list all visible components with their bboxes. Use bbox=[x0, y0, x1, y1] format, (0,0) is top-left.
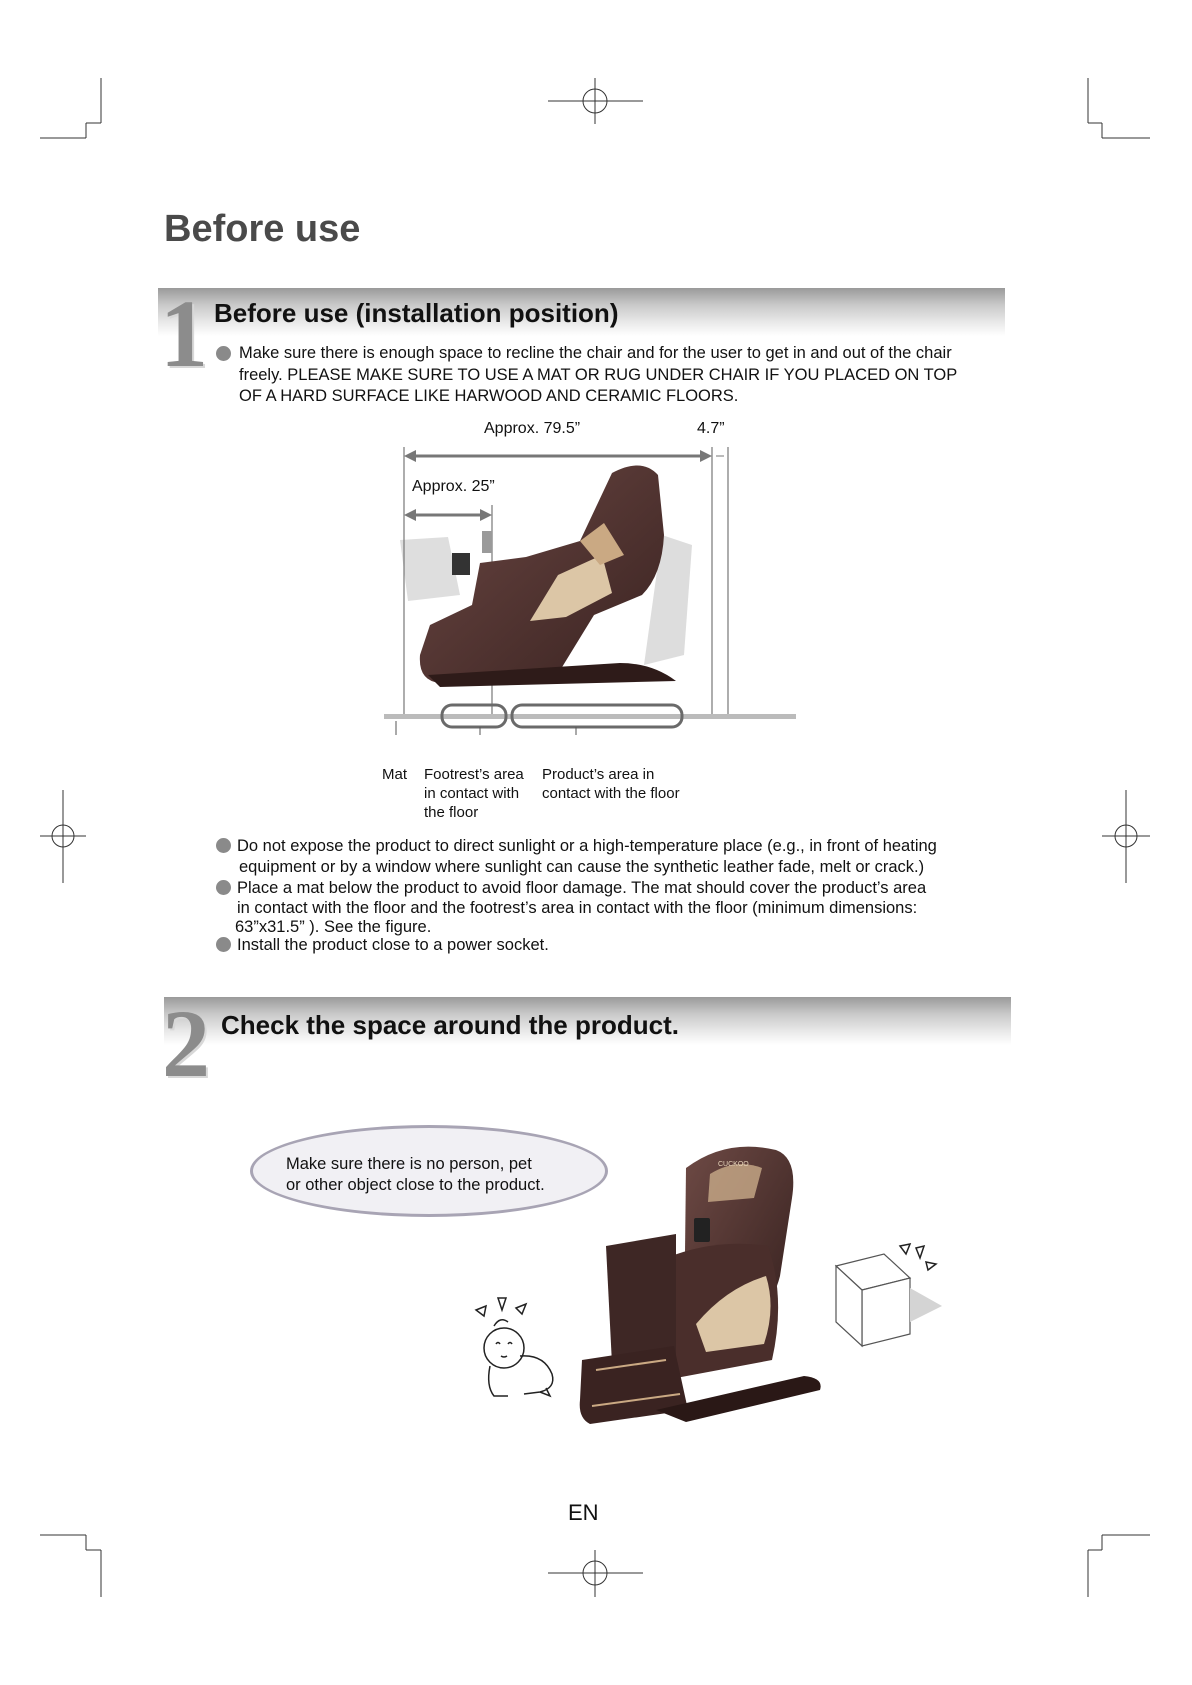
page-title: Before use bbox=[164, 208, 361, 250]
product-area-label-2: contact with the floor bbox=[542, 785, 680, 802]
bullet-sunlight-line-2: equipment or by a window where sunlight can cause the synthetic leather fade, melt or crack.) bbox=[239, 858, 925, 876]
intro-line-1: Make sure there is enough space to recline the chair and for the user to get in and out of the chair bbox=[239, 344, 952, 362]
intro-line-3: OF A HARD SURFACE LIKE HARWOOD AND CERAMIC FLOORS. bbox=[239, 387, 739, 405]
callout-line-1: Make sure there is no person, pet bbox=[286, 1155, 532, 1173]
section-2-number: 2 bbox=[162, 990, 210, 1097]
bullet-mat-line-2: in contact with the floor and the footrest’s area in contact with the floor (minimum dimensions: bbox=[237, 899, 918, 917]
bullet-icon bbox=[216, 880, 231, 895]
section-2-title: Check the space around the product. bbox=[221, 1010, 679, 1040]
bullet-icon bbox=[216, 838, 231, 853]
bullet-sunlight-line-1: Do not expose the product to direct sunlight or a high-temperature place (e.g., in front of heating bbox=[237, 837, 937, 855]
footrest-area-label-1: Footrest’s area bbox=[424, 766, 524, 783]
baby-illustration bbox=[474, 1296, 564, 1408]
bullet-mat-line-1: Place a mat below the product to avoid floor damage. The mat should cover the product’s area bbox=[237, 879, 927, 897]
bullet-mat-line-3: 63”x31.5” ). See the figure. bbox=[235, 918, 432, 936]
bullet-power-socket: Install the product close to a power socket. bbox=[237, 936, 549, 954]
box-obstacle bbox=[836, 1254, 910, 1346]
footrest-area-label-2: in contact with bbox=[424, 785, 520, 802]
bullet-icon bbox=[216, 937, 231, 952]
chair-logo-text: CUCKOO bbox=[718, 1161, 749, 1168]
callout-line-2: or other object close to the product. bbox=[286, 1176, 545, 1194]
clearance-dimension-label: 4.7” bbox=[697, 420, 725, 437]
mat-label: Mat bbox=[382, 766, 408, 783]
page-language-label: EN bbox=[568, 1500, 599, 1525]
overall-dimension-label: Approx. 79.5” bbox=[484, 420, 581, 437]
massage-chair-illustration bbox=[576, 1138, 946, 1428]
section-1-number: 1 bbox=[160, 280, 208, 387]
product-area-label-1: Product’s area in bbox=[542, 766, 655, 783]
footrest-dimension-label: Approx. 25” bbox=[412, 478, 495, 495]
section-1-title: Before use (installation position) bbox=[214, 298, 619, 328]
bullet-icon bbox=[216, 346, 231, 361]
intro-line-2: freely. PLEASE MAKE SURE TO USE A MAT OR RUG UNDER CHAIR IF YOU PLACED ON TOP bbox=[239, 366, 958, 384]
footrest-area-label-3: the floor bbox=[424, 804, 479, 821]
